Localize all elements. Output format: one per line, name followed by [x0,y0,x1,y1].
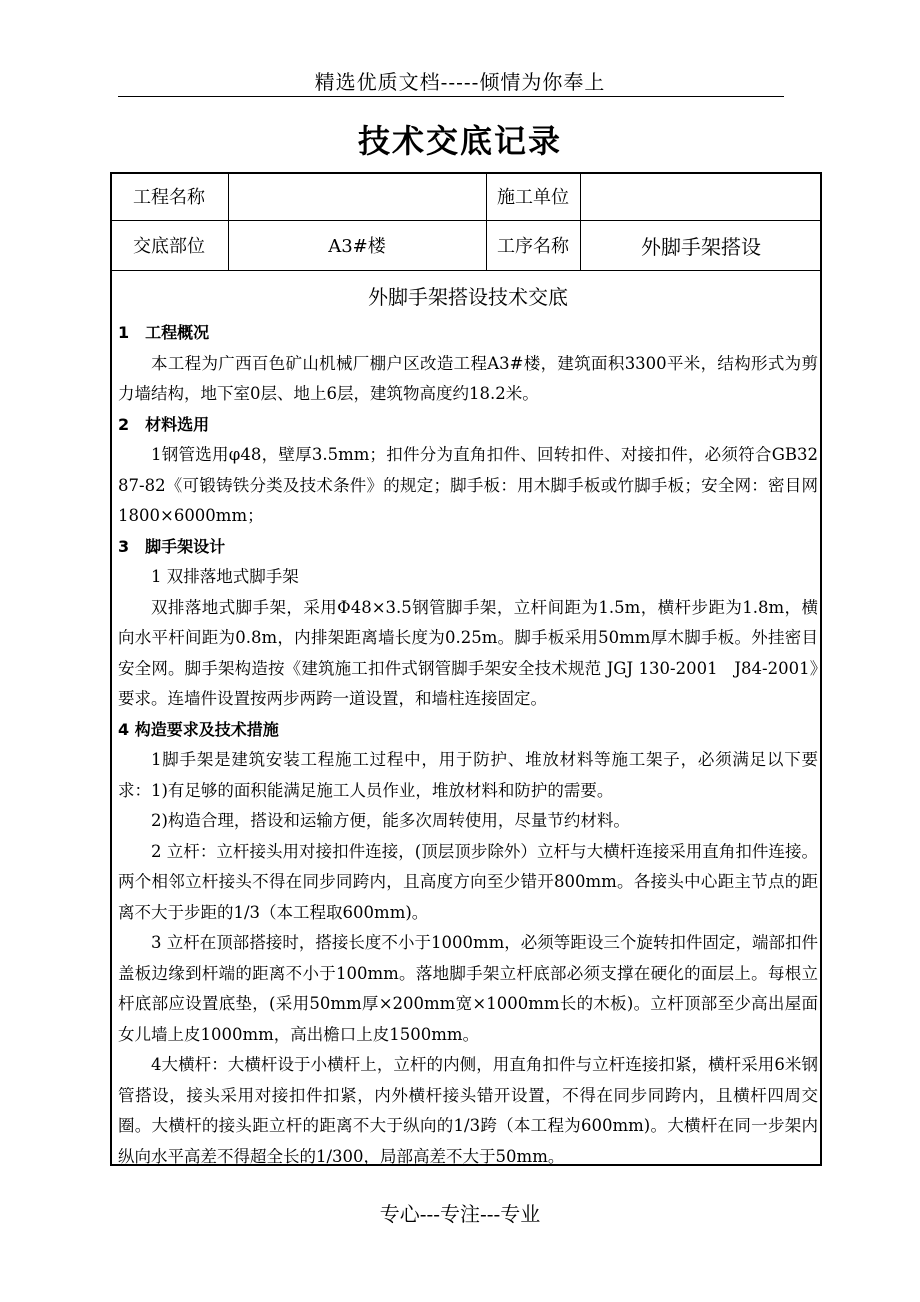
paragraph: 1钢管选用φ48，壁厚3.5mm；扣件分为直角扣件、回转扣件、对接扣件，必须符合GB3287-82《可锻铸铁分类及技术条件》的规定；脚手板：用木脚手板或竹脚手板；安全网：密目网1800×6000mm； [118,445,818,525]
paragraph: 2 立杆：立杆接头用对接扣件连接，(顶层顶步除外）立杆与大横杆连接采用直角扣件连接。两个相邻立杆接头不得在同步同跨内，且高度方向至少错开800mm。各接头中心距主节点的距离不大于步距的1/3（本工程取600mm)。 [118,841,818,922]
disclosure-content [118,280,818,1172]
header-divider [118,96,784,97]
paragraph: 1脚手架是建筑安装工程施工过程中，用于防护、堆放材料等施工架子，必须满足以下要求：1)有足够的面积能满足施工人员作业，堆放材料和防护的需要。 [118,750,818,800]
location-value: A3#楼 [328,236,386,257]
paragraph: 4大横杆：大横杆设于小横杆上，立杆的内侧，用直角扣件与立杆连接扣紧，横杆采用6米钢管搭设，接头采用对接扣件扣紧，内外横杆接头错开设置，不得在同步同跨内，且横杆四周交圈。大横杆的接头距立杆的距离不大于纵向的1/3跨（本工程为600mm)。大横杆在同一步架内纵向水平高差不得超全长的1/300，局部高差不大于50mm。 [118,1055,818,1166]
process-label: 工序名称 [497,236,569,257]
content-title: 外脚手架搭设技术交底 [368,285,568,309]
paragraph: 双排落地式脚手架，采用Φ48×3.5钢管脚手架，立杆间距为1.5m，横杆步距为1.8m，横向水平杆间距为0.8m，内排架距离墙长度为0.25m。脚手板采用50mm厚木脚手板。外挂密目安全网。脚手架构造按《建筑施工扣件式钢管脚手架安全技术规范 JGJ 130-2001 J84-2001》要求。连墙件设置按两步两跨一道设置，和墙柱连接固定。 [118,597,818,708]
project-name-value [228,172,486,220]
row-divider [110,270,822,271]
project-name-label: 工程名称 [133,187,205,208]
location-label: 交底部位 [133,236,205,257]
page-header: 精选优质文档-----倾情为你奉上 [314,70,606,94]
section-heading: 3 脚手架设计 [118,536,226,556]
process-value: 外脚手架搭设 [641,234,761,259]
table-row-project [110,172,822,220]
paragraph: 3 立杆在顶部搭接时，搭接长度不小于1000mm，必须等距设三个旋转扣件固定，端部扣件盖板边缘到杆端的距离不小于100mm。落地脚手架立杆底部必须支撑在硬化的面层上。每根立杆底部应设置底垫，(采用50mm厚×200mm宽×1000mm长的木板)。立杆顶部至少高出屋面女儿墙上皮1000mm，高出檐口上皮1500mm。 [118,933,818,1044]
section-heading: 1 工程概况 [118,323,210,342]
section-heading: 4 构造要求及技术措施 [118,719,279,739]
paragraph: 本工程为广西百色矿山机械厂棚户区改造工程A3#楼，建筑面积3300平米，结构形式为剪力墙结构，地下室0层、地上6层，建筑物高度约18.2米。 [118,353,818,403]
table-row-location [110,220,822,270]
page-footer: 专心---专注---专业 [379,1202,541,1226]
document-title: 技术交底记录 [357,122,562,160]
construction-unit-label: 施工单位 [497,187,569,208]
paragraph: 1 双排落地式脚手架 [151,567,299,586]
paragraph: 2)构造合理，搭设和运输方便，能多次周转使用，尽量节约材料。 [151,811,630,830]
section-heading: 2 材料选用 [118,414,210,434]
construction-unit-value [580,172,822,220]
